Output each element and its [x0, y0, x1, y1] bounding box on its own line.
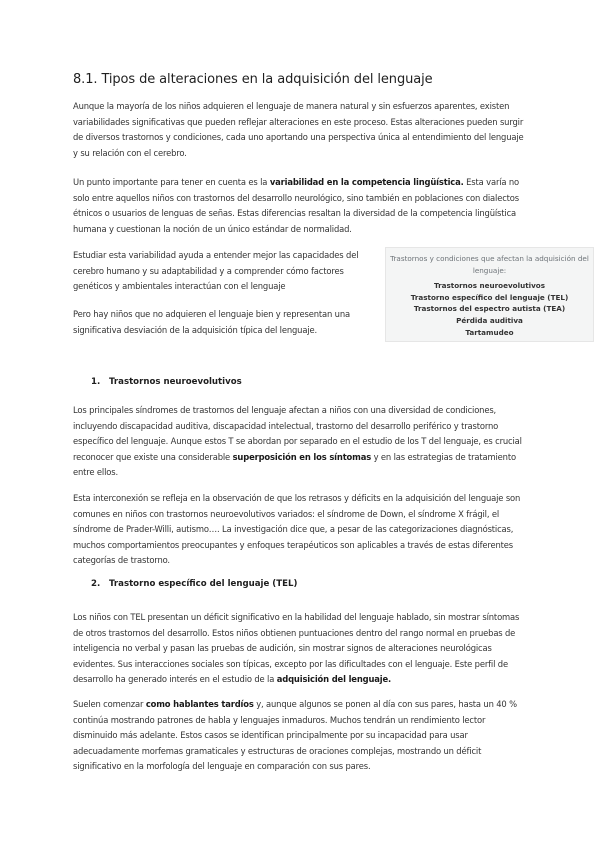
section-2-paragraph-2 [73, 697, 529, 775]
section-2-title: Trastorno específico del lenguaje (TEL) [109, 579, 298, 589]
intro-p2-text: Un punto importante para tener en cuenta es la [73, 177, 270, 187]
intro-paragraph-4 [73, 307, 378, 338]
intro-paragraph-1 [73, 99, 529, 161]
intro-p1-text: Aunque la mayoría de los niños adquieren el lenguaje de manera natural y sin esfuerzos aparentes, existen variabilidades significativas que pueden reflejar alteraciones en este proceso. Estas alteraciones pueden surgir de diversos trastornos y condiciones, cada uno aportando una perspectiva única al entendimiento del lenguaje y su relación con el cerebro. [73, 101, 524, 158]
section-2-number: 2. [91, 579, 101, 589]
s2-p1-highlight: adquisición del lenguaje. [276, 674, 392, 685]
s2-p2-highlight: como hablantes tardíos [145, 699, 254, 709]
s1-p1-text-end: y en las estrategias de tratamiento entre ellos. [73, 451, 516, 478]
figure-caption: Trastornos y condiciones que afectan la adquisición del lenguaje: [390, 254, 589, 275]
conditions-figure [385, 247, 594, 342]
section-2-paragraph-1 [73, 610, 529, 688]
section-1-number: 1. [91, 377, 101, 387]
intro-paragraph-2 [73, 175, 529, 237]
intro-p4-text: Pero hay niños que no adquieren el lenguaje bien y representan una significativa desviación de la adquisición típica del lenguaje. [73, 309, 350, 335]
section-1-paragraph-2 [73, 491, 529, 569]
figure-item: Trastorno específico del lenguaje (TEL) [410, 292, 569, 302]
s1-p2-text: Esta interconexión se refleja en la observación de que los retrasos y déficits en la adquisición del lenguaje son comunes en niños con trastornos neuroevolutivos variados: el síndrome de Down, el síndrome X frágil, el síndrome de Prader-Willi, autismo…. La investigación dice que, a pesar de las categorizaciones diagnósticas, muchos comportamientos preocupantes y enfoques terapéuticos son aplicables a través de estas diferentes categorías de trastorno. [73, 493, 521, 566]
figure-item: Pérdida auditiva [456, 315, 523, 325]
figure-item: Tartamudeo [465, 327, 514, 337]
section-2-heading [91, 579, 297, 589]
intro-p2-text-end: Esta varía no solo entre aquellos niños con trastornos del desarrollo neurológico, sino también en poblaciones con dialectos étnicos o usuarios de lenguas de señas. Estas diferencias resaltan la diversidad de la competencia lingüística humana y cuestionan la noción de un único estándar de normalidad. [73, 177, 520, 234]
s2-p2-text-end: y, aunque algunos se ponen al día con sus pares, hasta un 40 % continúa mostrando patrones de habla y lenguajes inmaduros. Muchos tendrán un rendimiento lector disminuido más adelante. Estos casos se identifican principalmente por su incapacidad para usar adecuadamente morfemas gramaticales y estructuras de oraciones complejas, mostrando un déficit significativo en la morfología del lenguaje en comparación con sus pares. [73, 699, 517, 772]
s2-p1-text: Los niños con TEL presentan un déficit significativo en la habilidad del lenguaje hablado, sin mostrar síntomas de otros trastornos del desarrollo. Estos niños obtienen puntuaciones dentro del rango normal en pruebas de inteligencia no verbal y pasan las pruebas de audición, sin mostrar signos de alteraciones neurológicas evidentes. Sus interacciones sociales son típicas, excepto por las dificultades con el lenguaje. Este perfil de desarrollo ha generado interés en el estudio de la [73, 612, 520, 685]
figure-item: Trastornos del espectro autista (TEA) [413, 304, 566, 314]
section-1-title: Trastornos neuroevolutivos [109, 377, 242, 387]
page-title: 8.1. Tipos de alteraciones en la adquisición del lenguaje [73, 72, 433, 87]
section-1-heading [91, 377, 242, 387]
figure-item: Trastornos neuroevolutivos [433, 281, 545, 291]
intro-p3-text: Estudiar esta variabilidad ayuda a entender mejor las capacidades del cerebro humano y su adaptabilidad y a comprender cómo factores genéticos y ambientales interactúan con el lenguaje [73, 250, 359, 292]
intro-paragraph-3 [73, 248, 378, 295]
s1-p1-highlight: superposición en los síntomas [232, 451, 372, 462]
intro-p2-highlight: variabilidad en la competencia lingüística. [269, 177, 464, 187]
s1-p1-text: Los principales síndromes de trastornos del lenguaje afectan a niños con una diversidad de condiciones, incluyendo discapacidad auditiva, discapacidad intelectual, trastorno del desarrollo periférico y trastorno específico del lenguaje. Aunque estos T se abordan por separado en el estudio de los T del lenguaje, es crucial reconocer que existe una considerable [73, 405, 522, 462]
section-1-paragraph-1 [73, 403, 529, 481]
s2-p2-text: Suelen comenzar [73, 699, 146, 709]
